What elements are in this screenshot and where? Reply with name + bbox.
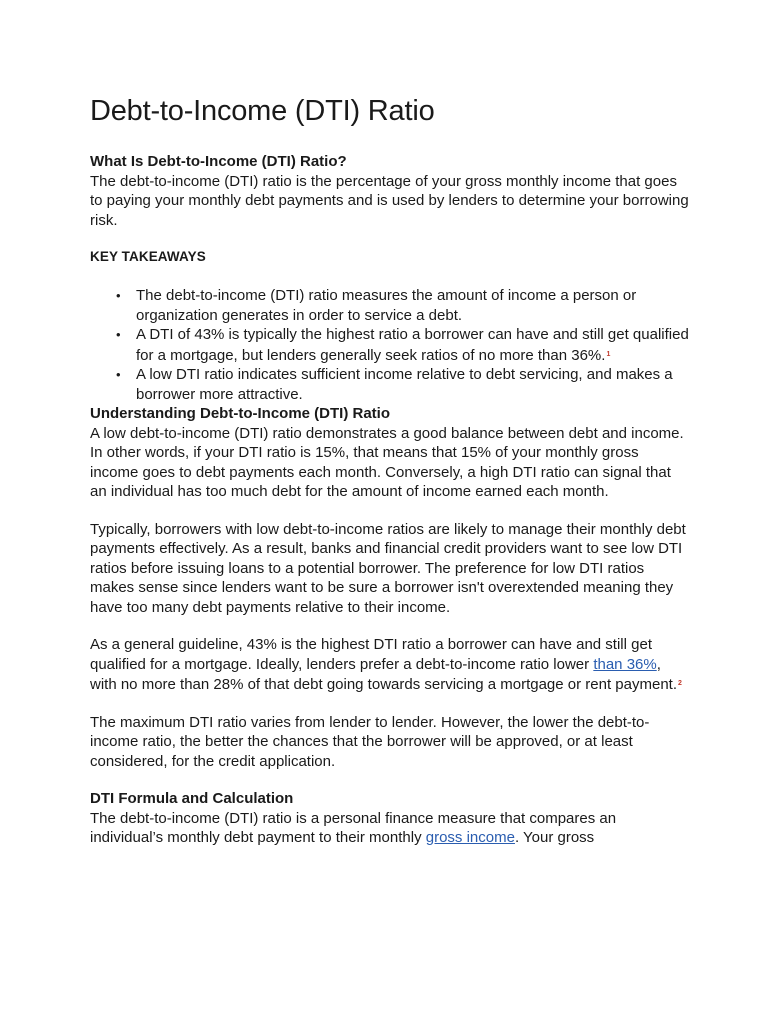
list-item-text: A DTI of 43% is typically the highest ratio a borrower can have and still get qualified for a mortgage, but lenders generally seek ratios of no more than 36%. xyxy=(136,326,689,364)
paragraph-understanding-4: The maximum DTI ratio varies from lender to lender. However, the lower the debt-to-income ratio, the better the chances that the borrower will be approved, or at least considered, for the credit application. xyxy=(90,713,650,770)
list-item xyxy=(116,286,690,325)
paragraph-formula xyxy=(90,809,690,848)
section-heading-what-is: What Is Debt-to-Income (DTI) Ratio? xyxy=(90,153,347,170)
footnote-link[interactable]: 1 xyxy=(606,350,611,358)
list-item-text: The debt-to-income (DTI) ratio measures the amount of income a person or organization generates in order to service a debt. xyxy=(136,287,637,324)
footnote-link[interactable]: 2 xyxy=(678,680,682,687)
bullet-icon: • xyxy=(116,288,121,303)
paragraph-what-is: The debt-to-income (DTI) ratio is the percentage of your gross monthly income that goes to paying your monthly debt payments and is used by lenders to determine your borrowing risk. xyxy=(90,172,689,229)
paragraph-understanding-3 xyxy=(90,635,690,695)
paragraph-text: , with no more than 28% of that debt going towards servicing a mortgage or rent payment. xyxy=(90,655,677,693)
paragraph-understanding-1: A low debt-to-income (DTI) ratio demonstrates a good balance between debt and income. In other words, if your DTI ratio is 15%, that means that 15% of your monthly gross income goes to debt payments each month. Conversely, a high DTI ratio can signal that an individual has too much debt for the amount of income earned each month. xyxy=(90,424,684,500)
list-item xyxy=(116,325,690,365)
bullet-icon: • xyxy=(116,327,121,342)
gross-income-link[interactable]: gross income xyxy=(425,829,515,846)
key-takeaways-heading: KEY TAKEAWAYS xyxy=(90,249,206,264)
list-item xyxy=(116,365,690,404)
than-36-link[interactable]: than 36% xyxy=(593,655,657,673)
list-item-text: A low DTI ratio indicates sufficient income relative to debt servicing, and makes a borrower more attractive. xyxy=(136,366,673,403)
section-heading-understanding: Understanding Debt-to-Income (DTI) Ratio xyxy=(90,405,390,422)
section-heading-formula: DTI Formula and Calculation xyxy=(90,790,294,807)
takeaways-list xyxy=(90,286,690,404)
paragraph-understanding-2: Typically, borrowers with low debt-to-income ratios are likely to manage their monthly debt payments effectively. As a result, banks and financial credit providers want to see low DTI ratios before issuing loans to a potential borrower. The preference for low DTI ratios makes sense since lenders want to be sure a borrower isn't overextended meaning they have too many debt payments relative to their income. xyxy=(90,520,686,616)
section-what-is xyxy=(90,152,690,230)
section-understanding xyxy=(90,404,690,771)
document-page xyxy=(90,92,690,848)
paragraph-text: The debt-to-income (DTI) ratio is a personal finance measure that compares an individual’s monthly debt payment to their monthly xyxy=(90,809,617,846)
bullet-icon: • xyxy=(116,367,121,382)
section-formula xyxy=(90,789,690,848)
section-key-takeaways xyxy=(90,247,690,404)
paragraph-text: . Your gross xyxy=(514,829,595,846)
page-title: Debt-to-Income (DTI) Ratio xyxy=(90,95,435,127)
paragraph-text: As a general guideline, 43% is the highest DTI ratio a borrower can have and still get qualified for a mortgage. Ideally, lenders prefer a debt-to-income ratio lower xyxy=(90,636,652,673)
